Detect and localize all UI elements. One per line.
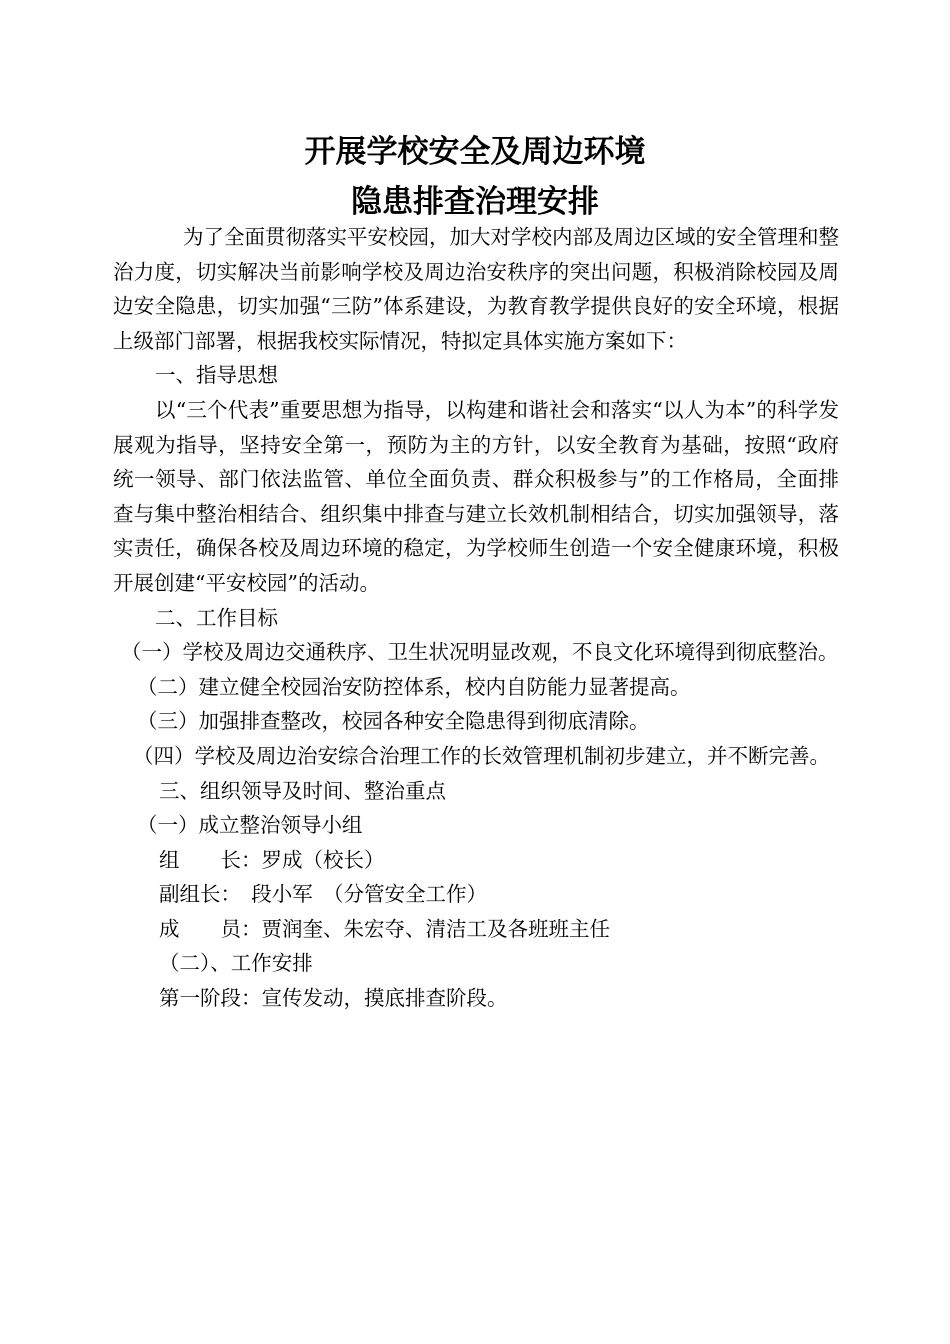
document-title-line-2: 隐患排查治理安排 (351, 184, 599, 220)
goal-4: （四）学校及周边治安综合治理工作的长效管理机制初步建立，并不断完善。 (133, 743, 830, 768)
document-title-line-1: 开展学校安全及周边环境 (304, 134, 646, 170)
intro-paragraph: 为了全面贯彻落实平安校园，加大对学校内部及周边区域的安全管理和整治力度，切实解决当前影响学校及周边治安秩序的突出问题，积极消除校园及周边安全隐患，切实加强“三防”体系建设，为教育教学提供良好的安全环境，根据上级部门部署，根据我校实际情况，特拟定具体实施方案如下： (113, 225, 839, 353)
goal-3: （三）加强排查整改，校园各种安全隐患得到彻底清除。 (137, 709, 650, 734)
deputy-line: 副组长： 段小军 （分管安全工作） (159, 882, 487, 907)
goal-1: （一）学校及周边交通秩序、卫生状况明显改观，不良文化环境得到彻底整治。 (121, 640, 839, 665)
section-1-heading: 一、指导思想 (155, 363, 278, 388)
section-3-heading: 三、组织领导及时间、整治重点 (159, 778, 446, 803)
leader-line: 组 长：罗成（校长） (159, 847, 385, 872)
subsection-2-heading: （二）、工作安排 (159, 951, 313, 976)
members-line: 成 员：贾润奎、朱宏夺、清洁工及各班班主任 (159, 916, 610, 941)
section-1-body: 以“三个代表”重要思想为指导，以构建和谐社会和落实“以人为本”的科学发展观为指导，坚持安全第一，预防为主的方针，以安全教育为基础，按照“政府统一领导、部门依法监管、单位全面负责、群众积极参与”的工作格局，全面排查与集中整治相结合、组织集中排查与建立长效机制相结合，切实加强领导，落实责任，确保各校及周边环境的稳定，为学校师生创造一个安全健康环境，积极开展创建“平安校园”的活动。 (113, 397, 839, 595)
phase-1-line: 第一阶段：宣传发动，摸底排查阶段。 (159, 986, 508, 1011)
subsection-1-heading: （一）成立整治领导小组 (137, 813, 363, 838)
section-2-heading: 二、工作目标 (155, 605, 278, 630)
document-body (113, 220, 839, 1016)
goal-2: （二）建立健全校园治安防控体系，校内自防能力显著提高。 (137, 674, 691, 699)
